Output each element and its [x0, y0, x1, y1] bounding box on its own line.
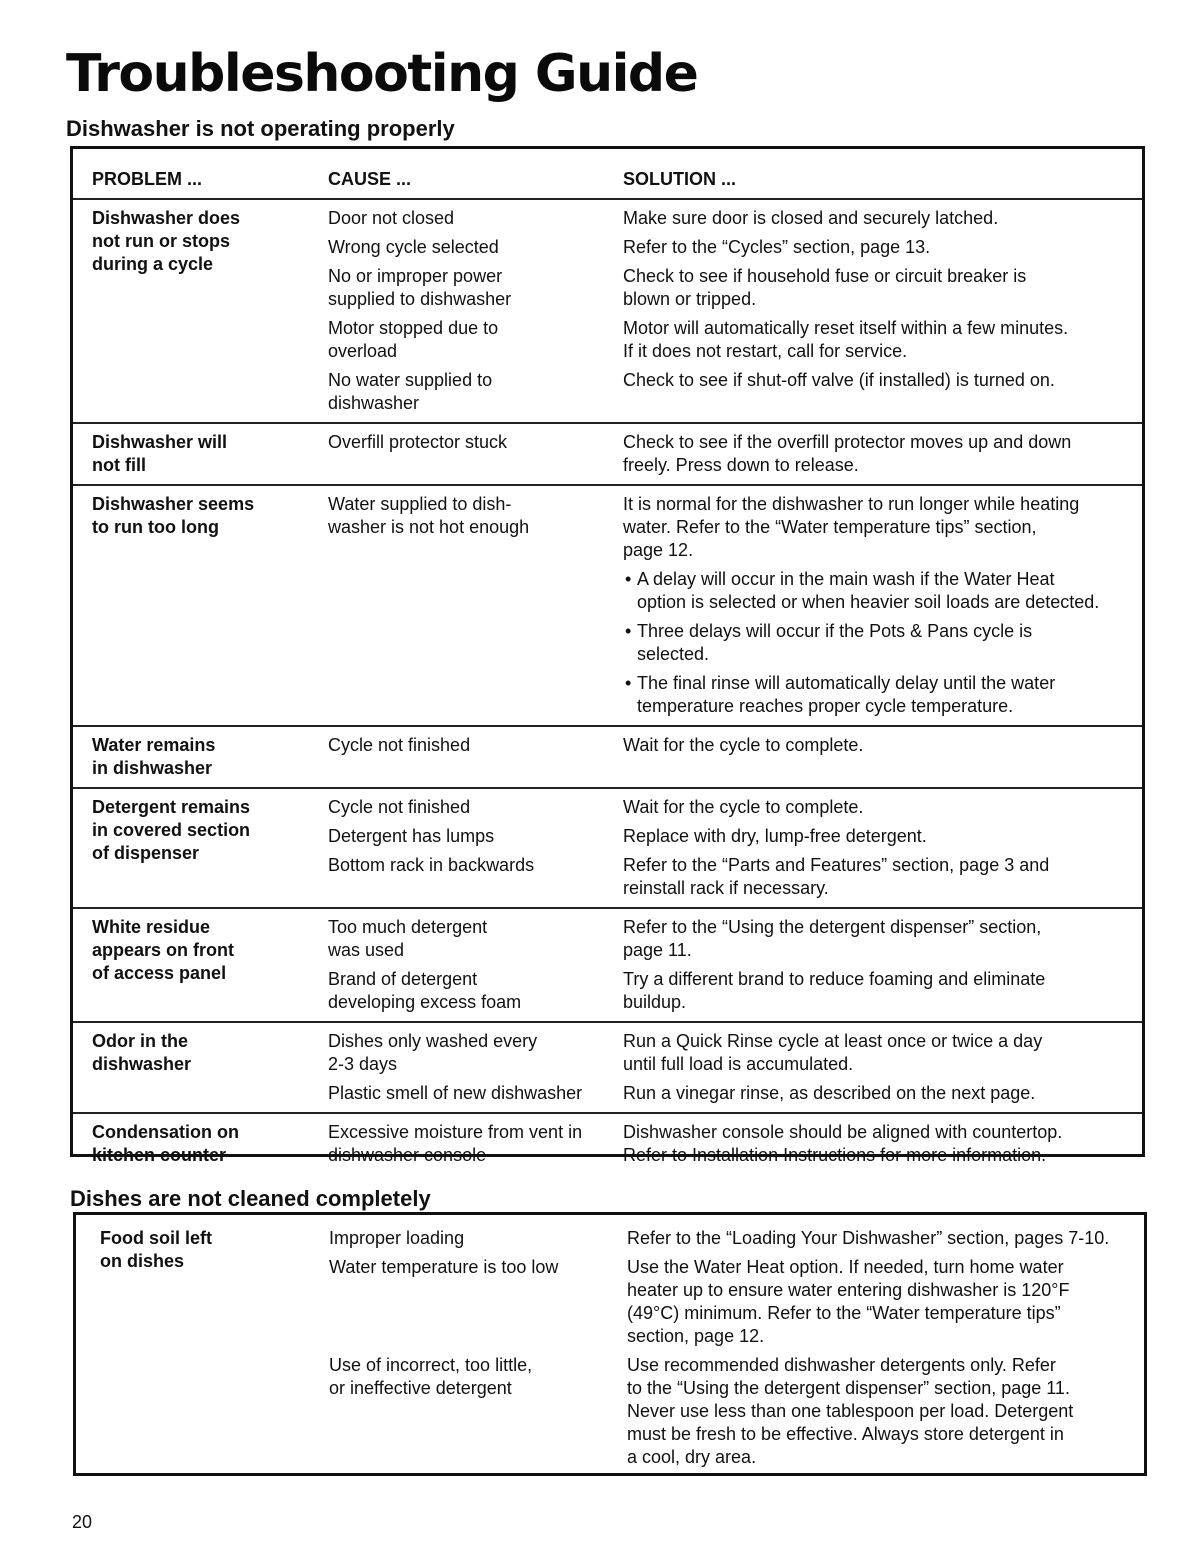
table-header-row [73, 149, 1142, 199]
table-row [73, 1113, 1142, 1174]
solution-text: Wait for the cycle to complete. [623, 735, 864, 755]
solution-text: Dishwasher console should be aligned with countertop. Refer to Installation Instructions for more information. [623, 1122, 1063, 1165]
cause-text: Water supplied to dish- washer is not hot enough [328, 494, 530, 537]
cause-text: Motor stopped due to overload [328, 318, 499, 361]
problem-text: Dishwasher seems to run too long [92, 494, 255, 537]
page-number: 20 [72, 1512, 93, 1532]
cause-text: Wrong cycle selected [328, 237, 499, 257]
problem-text: Dishwasher will not fill [92, 432, 228, 475]
table-row [73, 788, 1142, 908]
cause-text: Plastic smell of new dishwasher [328, 1083, 583, 1103]
cause-text: No or improper power supplied to dishwasher [328, 266, 512, 309]
solution-text: Refer to the “Cycles” section, page 13. [623, 237, 931, 257]
solution-text: Refer to the “Using the detergent dispenser” section, page 11. [623, 917, 1042, 960]
cause-text: Cycle not finished [328, 735, 471, 755]
table-row [73, 423, 1142, 485]
solution-text: Use recommended dishwasher detergents only. Refer to the “Using the detergent dispenser” section, page 11. Never use less than one tablespoon per load. Detergent must be fresh to be effective. Always store detergent in a cool, dry area. [627, 1355, 1074, 1467]
solution-bullet: • Three delays will occur if the Pots & Pans cycle is selected. [623, 620, 1132, 666]
problem-text: White residue appears on front of access panel [92, 917, 235, 983]
solution-text: Wait for the cycle to complete. [623, 797, 864, 817]
problem-text: Dishwasher does not run or stops during a cycle [92, 208, 241, 274]
troubleshooting-table-cleaning [73, 1212, 1147, 1476]
solution-text: Try a different brand to reduce foaming and eliminate buildup. [623, 969, 1046, 1012]
solution-text: Use the Water Heat option. If needed, turn home water heater up to ensure water entering dishwasher is 120°F (49°C) minimum. Refer to the “Water temperature tips” section, page 12. [627, 1257, 1070, 1346]
cause-text: Improper loading [329, 1228, 465, 1248]
solution-text: Check to see if household fuse or circuit breaker is blown or tripped. [623, 266, 1027, 309]
solution-bullet: • A delay will occur in the main wash if the Water Heat option is selected or when heavier soil loads are detected. [623, 568, 1132, 614]
cause-text: Bottom rack in backwards [328, 855, 535, 875]
solution-text: Refer to the “Parts and Features” section, page 3 and reinstall rack if necessary. [623, 855, 1050, 898]
solution-text: Check to see if the overfill protector moves up and down freely. Press down to release. [623, 432, 1072, 475]
cause-text: Water temperature is too low [329, 1257, 559, 1277]
cause-text: Too much detergent was used [328, 917, 488, 960]
problem-text: Food soil left on dishes [100, 1228, 212, 1271]
section-heading-not-cleaned: Dishes are not cleaned completely [70, 1186, 431, 1211]
column-header-solution: SOLUTION ... [623, 169, 737, 189]
table-row [73, 908, 1142, 1022]
table-row [73, 485, 1142, 726]
solution-text: Run a vinegar rinse, as described on the next page. [623, 1083, 1036, 1103]
cause-text: Overfill protector stuck [328, 432, 508, 452]
column-header-cause: CAUSE ... [328, 169, 412, 189]
table-row [76, 1215, 1144, 1476]
section-heading-not-operating: Dishwasher is not operating properly [66, 116, 455, 141]
solution-bullet: • The final rinse will automatically delay until the water temperature reaches proper cycle temperature. [623, 672, 1132, 718]
solution-text: Check to see if shut-off valve (if installed) is turned on. [623, 370, 1055, 390]
cause-text: Dishes only washed every 2-3 days [328, 1031, 538, 1074]
table-row [73, 1022, 1142, 1113]
table-row [73, 726, 1142, 788]
solution-text: It is normal for the dishwasher to run longer while heating water. Refer to the “Water temperature tips” section, page 12. [623, 494, 1080, 560]
cause-text: Cycle not finished [328, 797, 471, 817]
troubleshooting-table-operating [70, 146, 1145, 1165]
solution-text: Motor will automatically reset itself within a few minutes. If it does not restart, call for service. [623, 318, 1069, 361]
solution-text: Replace with dry, lump-free detergent. [623, 826, 927, 846]
cause-text: Excessive moisture from vent in dishwasher console [328, 1122, 583, 1165]
page-title: Troubleshooting Guide [66, 44, 698, 104]
problem-text: Detergent remains in covered section of dispenser [92, 797, 251, 863]
solution-text: Run a Quick Rinse cycle at least once or twice a day until full load is accumulated. [623, 1031, 1043, 1074]
table-row [73, 199, 1142, 423]
cause-text: Door not closed [328, 208, 455, 228]
cause-text: Use of incorrect, too little, or ineffective detergent [329, 1355, 533, 1398]
cause-text: No water supplied to dishwasher [328, 370, 493, 413]
cause-text: Brand of detergent developing excess foam [328, 969, 522, 1012]
problem-text: Odor in the dishwasher [92, 1031, 192, 1074]
column-header-problem: PROBLEM ... [92, 169, 203, 189]
problem-text: Condensation on kitchen counter [92, 1122, 239, 1165]
solution-text: Make sure door is closed and securely latched. [623, 208, 999, 228]
problem-text: Water remains in dishwasher [92, 735, 216, 778]
solution-text: Refer to the “Loading Your Dishwasher” section, pages 7-10. [627, 1228, 1110, 1248]
cause-text: Detergent has lumps [328, 826, 495, 846]
